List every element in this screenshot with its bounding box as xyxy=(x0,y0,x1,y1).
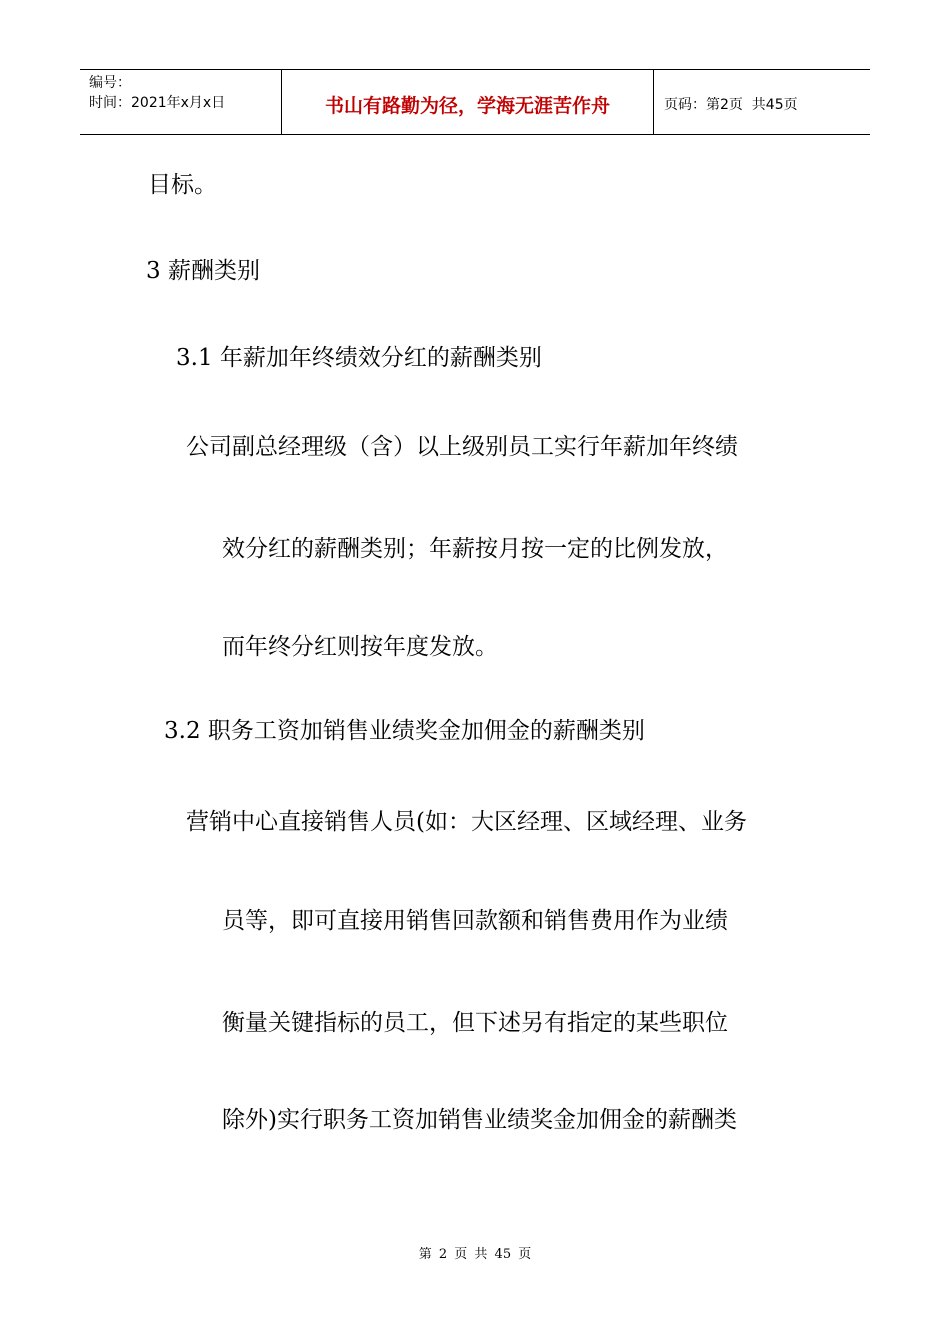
subsection-heading: 3.2 职务工资加销售业绩奖金加佣金的薪酬类别 xyxy=(164,718,645,744)
header-meta-cell xyxy=(80,70,282,134)
body-line: 除外)实行职务工资加销售业绩奖金加佣金的薪酬类 xyxy=(222,1107,737,1133)
subsection-heading: 3.1 年薪加年终绩效分红的薪酬类别 xyxy=(176,345,542,371)
body-line: 公司副总经理级（含）以上级别员工实行年薪加年终绩 xyxy=(186,434,738,460)
header-date-label: 时间：2021年x月x日 xyxy=(89,95,226,111)
body-line: 效分红的薪酬类别；年薪按月按一定的比例发放， xyxy=(222,536,728,562)
header-page-cell xyxy=(654,70,870,134)
body-line: 员等，即可直接用销售回款额和销售费用作为业绩 xyxy=(222,908,728,934)
body-line: 而年终分红则按年度发放。 xyxy=(222,634,498,660)
section-heading: 3 薪酬类别 xyxy=(146,258,260,284)
body-line: 营销中心直接销售人员(如：大区经理、区域经理、业务 xyxy=(186,809,747,835)
document-header xyxy=(80,69,870,135)
header-page-info: 页码：第2页 共45页 xyxy=(664,97,798,113)
page-footer: 第 2 页 共 45 页 xyxy=(418,1247,532,1262)
header-number-label: 编号： xyxy=(89,75,131,91)
body-line: 衡量关键指标的员工，但下述另有指定的某些职位 xyxy=(222,1010,728,1036)
header-motto: 书山有路勤为径，学海无涯苦作舟 xyxy=(282,70,654,134)
body-line: 目标。 xyxy=(148,172,217,198)
